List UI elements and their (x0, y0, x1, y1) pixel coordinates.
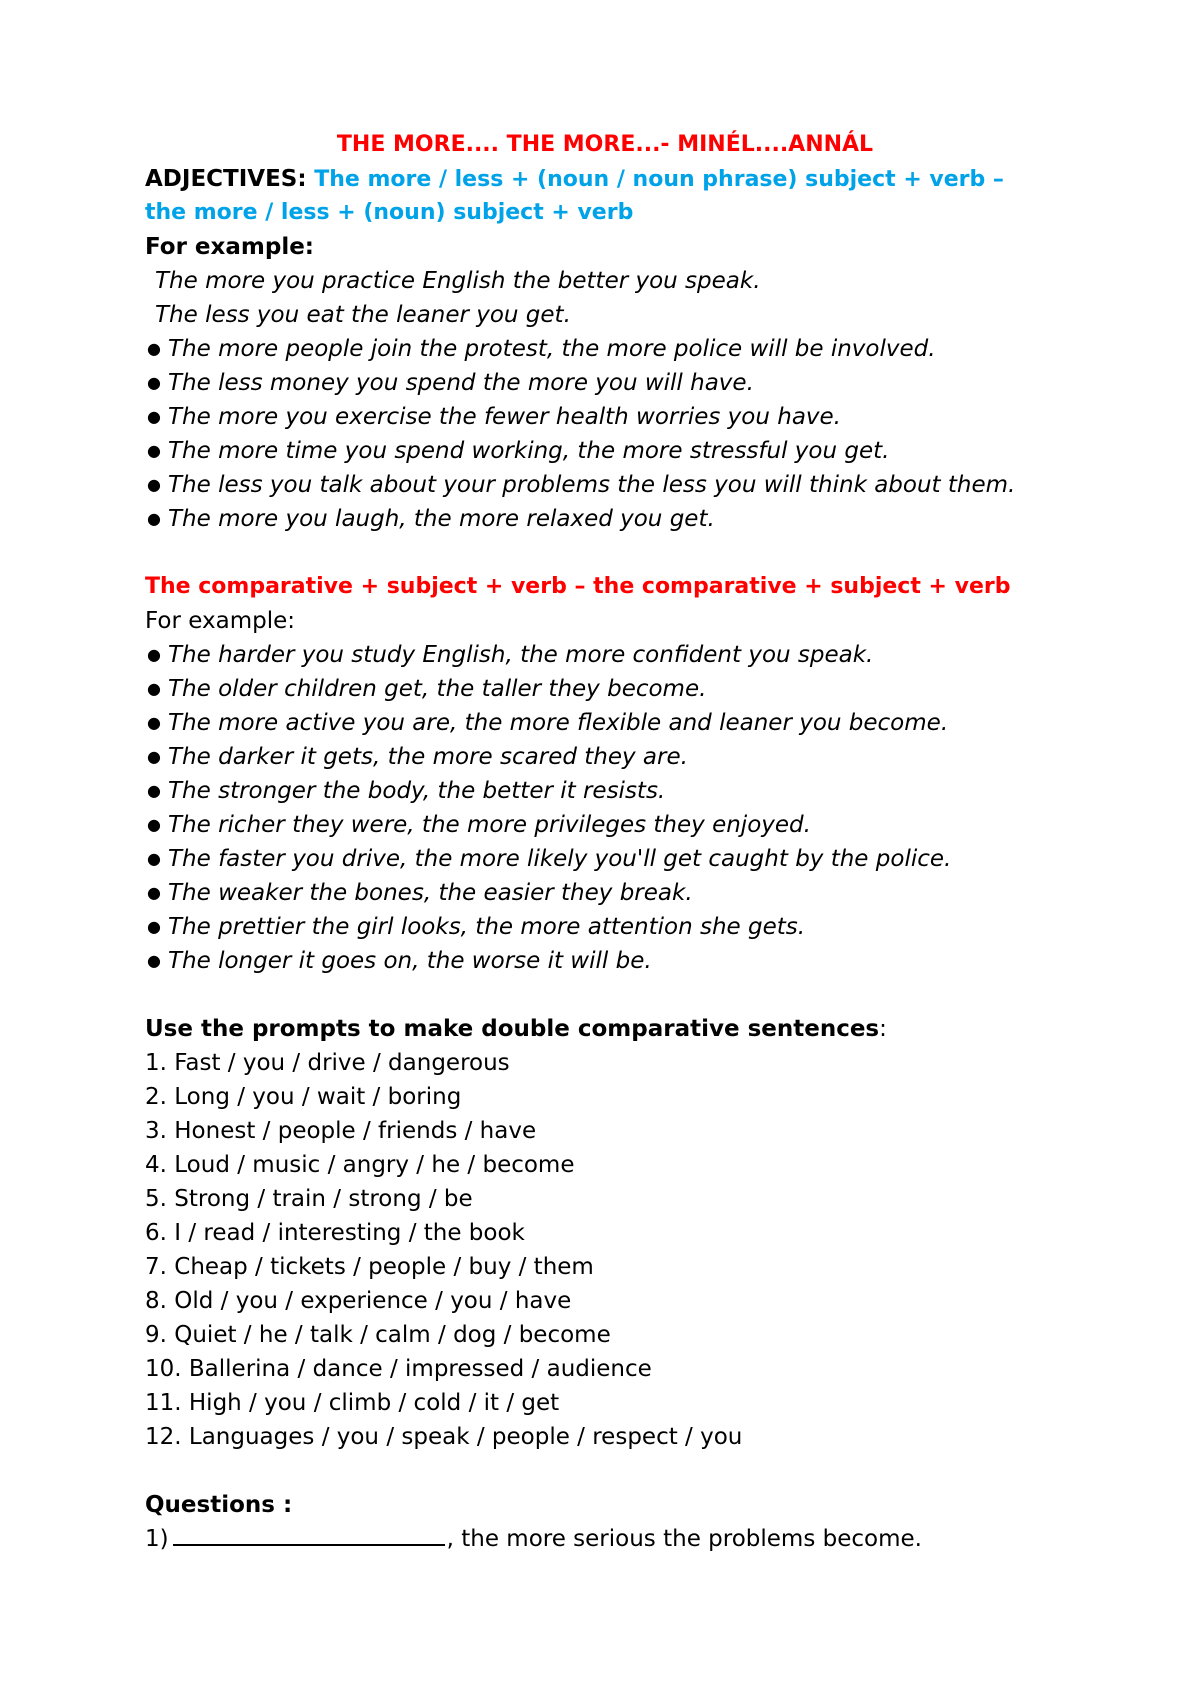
spacer (145, 536, 1045, 570)
list-item (145, 502, 1045, 536)
prompt-item: 10. Ballerina / dance / impressed / audience (145, 1356, 652, 1382)
bullet-icon: ● (147, 441, 161, 460)
bullet-icon: ● (147, 815, 161, 834)
adjectives-formula-line-1 (145, 162, 1045, 196)
comparative-examples (145, 638, 1045, 978)
list-item (145, 332, 1045, 366)
prompt-item: 12. Languages / you / speak / people / respect / you (145, 1424, 743, 1450)
worksheet-page (145, 128, 1045, 1556)
prompt-item: 7. Cheap / tickets / people / buy / them (145, 1254, 594, 1280)
list-item (145, 774, 1045, 808)
list-item (145, 366, 1045, 400)
exercise-heading: Use the prompts to make double comparative sentences (145, 1016, 880, 1042)
bullet-icon: ● (147, 951, 161, 970)
question-number: 1) (145, 1526, 169, 1552)
list-item (145, 638, 1045, 672)
list-item (145, 876, 1045, 910)
bullet-icon: ● (147, 339, 161, 358)
adjectives-plain-examples (145, 264, 1045, 332)
question-item (145, 1522, 1045, 1556)
bullet-icon: ● (147, 781, 161, 800)
prompt-item: 9. Quiet / he / talk / calm / dog / become (145, 1322, 611, 1348)
example-sentence: The darker it gets, the more scared they are. (168, 744, 688, 770)
list-item (145, 672, 1045, 706)
adjectives-for-example: For example: (145, 234, 314, 260)
list-item (145, 842, 1045, 876)
example-sentence: The more time you spend working, the more stressful you get. (168, 438, 890, 464)
prompt-item: 8. Old / you / experience / you / have (145, 1288, 572, 1314)
bullet-icon: ● (147, 679, 161, 698)
exercise-heading-colon: : (879, 1016, 887, 1042)
example-sentence: The more you laugh, the more relaxed you get. (168, 506, 715, 532)
example-sentence: The longer it goes on, the worse it will be. (168, 948, 652, 974)
bullet-icon: ● (147, 849, 161, 868)
spacer (145, 1454, 1045, 1488)
bullet-icon: ● (147, 713, 161, 732)
list-item (145, 740, 1045, 774)
example-sentence: The more you practice English the better you speak. (155, 268, 761, 294)
example-sentence: The harder you study English, the more confident you speak. (168, 642, 874, 668)
example-sentence: The weaker the bones, the easier they break. (168, 880, 693, 906)
example-sentence: The older children get, the taller they become. (168, 676, 707, 702)
question-text: , the more serious the problems become. (446, 1526, 922, 1552)
list-item (145, 944, 1045, 978)
adjectives-label: ADJECTIVES: (145, 166, 307, 192)
list-item (145, 468, 1045, 502)
example-sentence: The stronger the body, the better it resists. (168, 778, 666, 804)
comparative-formula: The comparative + subject + verb – the comparative + subject + verb (145, 574, 1011, 599)
example-sentence: The more you exercise the fewer health worries you have. (168, 404, 841, 430)
prompt-item: 2. Long / you / wait / boring (145, 1084, 462, 1110)
exercise-heading-line (145, 1012, 1045, 1046)
bullet-icon: ● (147, 747, 161, 766)
bullet-icon: ● (147, 917, 161, 936)
list-item (145, 808, 1045, 842)
prompt-item: 5. Strong / train / strong / be (145, 1186, 473, 1212)
comparative-for-example: For example: (145, 608, 295, 634)
bullet-icon: ● (147, 407, 161, 426)
prompt-item: 11. High / you / climb / cold / it / get (145, 1390, 560, 1416)
questions-heading: Questions : (145, 1492, 293, 1518)
bullet-icon: ● (147, 373, 161, 392)
prompt-item: 4. Loud / music / angry / he / become (145, 1152, 575, 1178)
list-item (145, 400, 1045, 434)
adjectives-bulleted-examples (145, 332, 1045, 536)
bullet-icon: ● (147, 645, 161, 664)
prompt-item: 1. Fast / you / drive / dangerous (145, 1050, 510, 1076)
example-sentence: The faster you drive, the more likely you'll get caught by the police. (168, 846, 952, 872)
list-item (145, 706, 1045, 740)
example-sentence: The prettier the girl looks, the more attention she gets. (168, 914, 806, 940)
example-sentence: The less you eat the leaner you get. (155, 302, 571, 328)
adjectives-formula-part-2: the more / less + (noun) subject + verb (145, 200, 634, 225)
prompt-item: 6. I / read / interesting / the book (145, 1220, 525, 1246)
example-sentence: The more active you are, the more flexible and leaner you become. (168, 710, 949, 736)
example-sentence: The more people join the protest, the more police will be involved. (168, 336, 936, 362)
bullet-icon: ● (147, 883, 161, 902)
page-title: THE MORE.... THE MORE...- MINÉL....ANNÁL (336, 132, 874, 157)
adjectives-formula-part-1: The more / less + (noun / noun phrase) subject + verb – (306, 167, 1004, 192)
bullet-icon: ● (147, 475, 161, 494)
spacer (145, 978, 1045, 1012)
example-sentence: The less money you spend the more you will have. (168, 370, 754, 396)
bullet-icon: ● (147, 509, 161, 528)
example-sentence: The less you talk about your problems the less you will think about them. (168, 472, 1016, 498)
list-item (145, 910, 1045, 944)
example-sentence: The richer they were, the more privileges they enjoyed. (168, 812, 811, 838)
exercise-prompts (145, 1046, 1045, 1454)
answer-blank[interactable] (173, 1522, 445, 1546)
prompt-item: 3. Honest / people / friends / have (145, 1118, 537, 1144)
list-item (145, 434, 1045, 468)
